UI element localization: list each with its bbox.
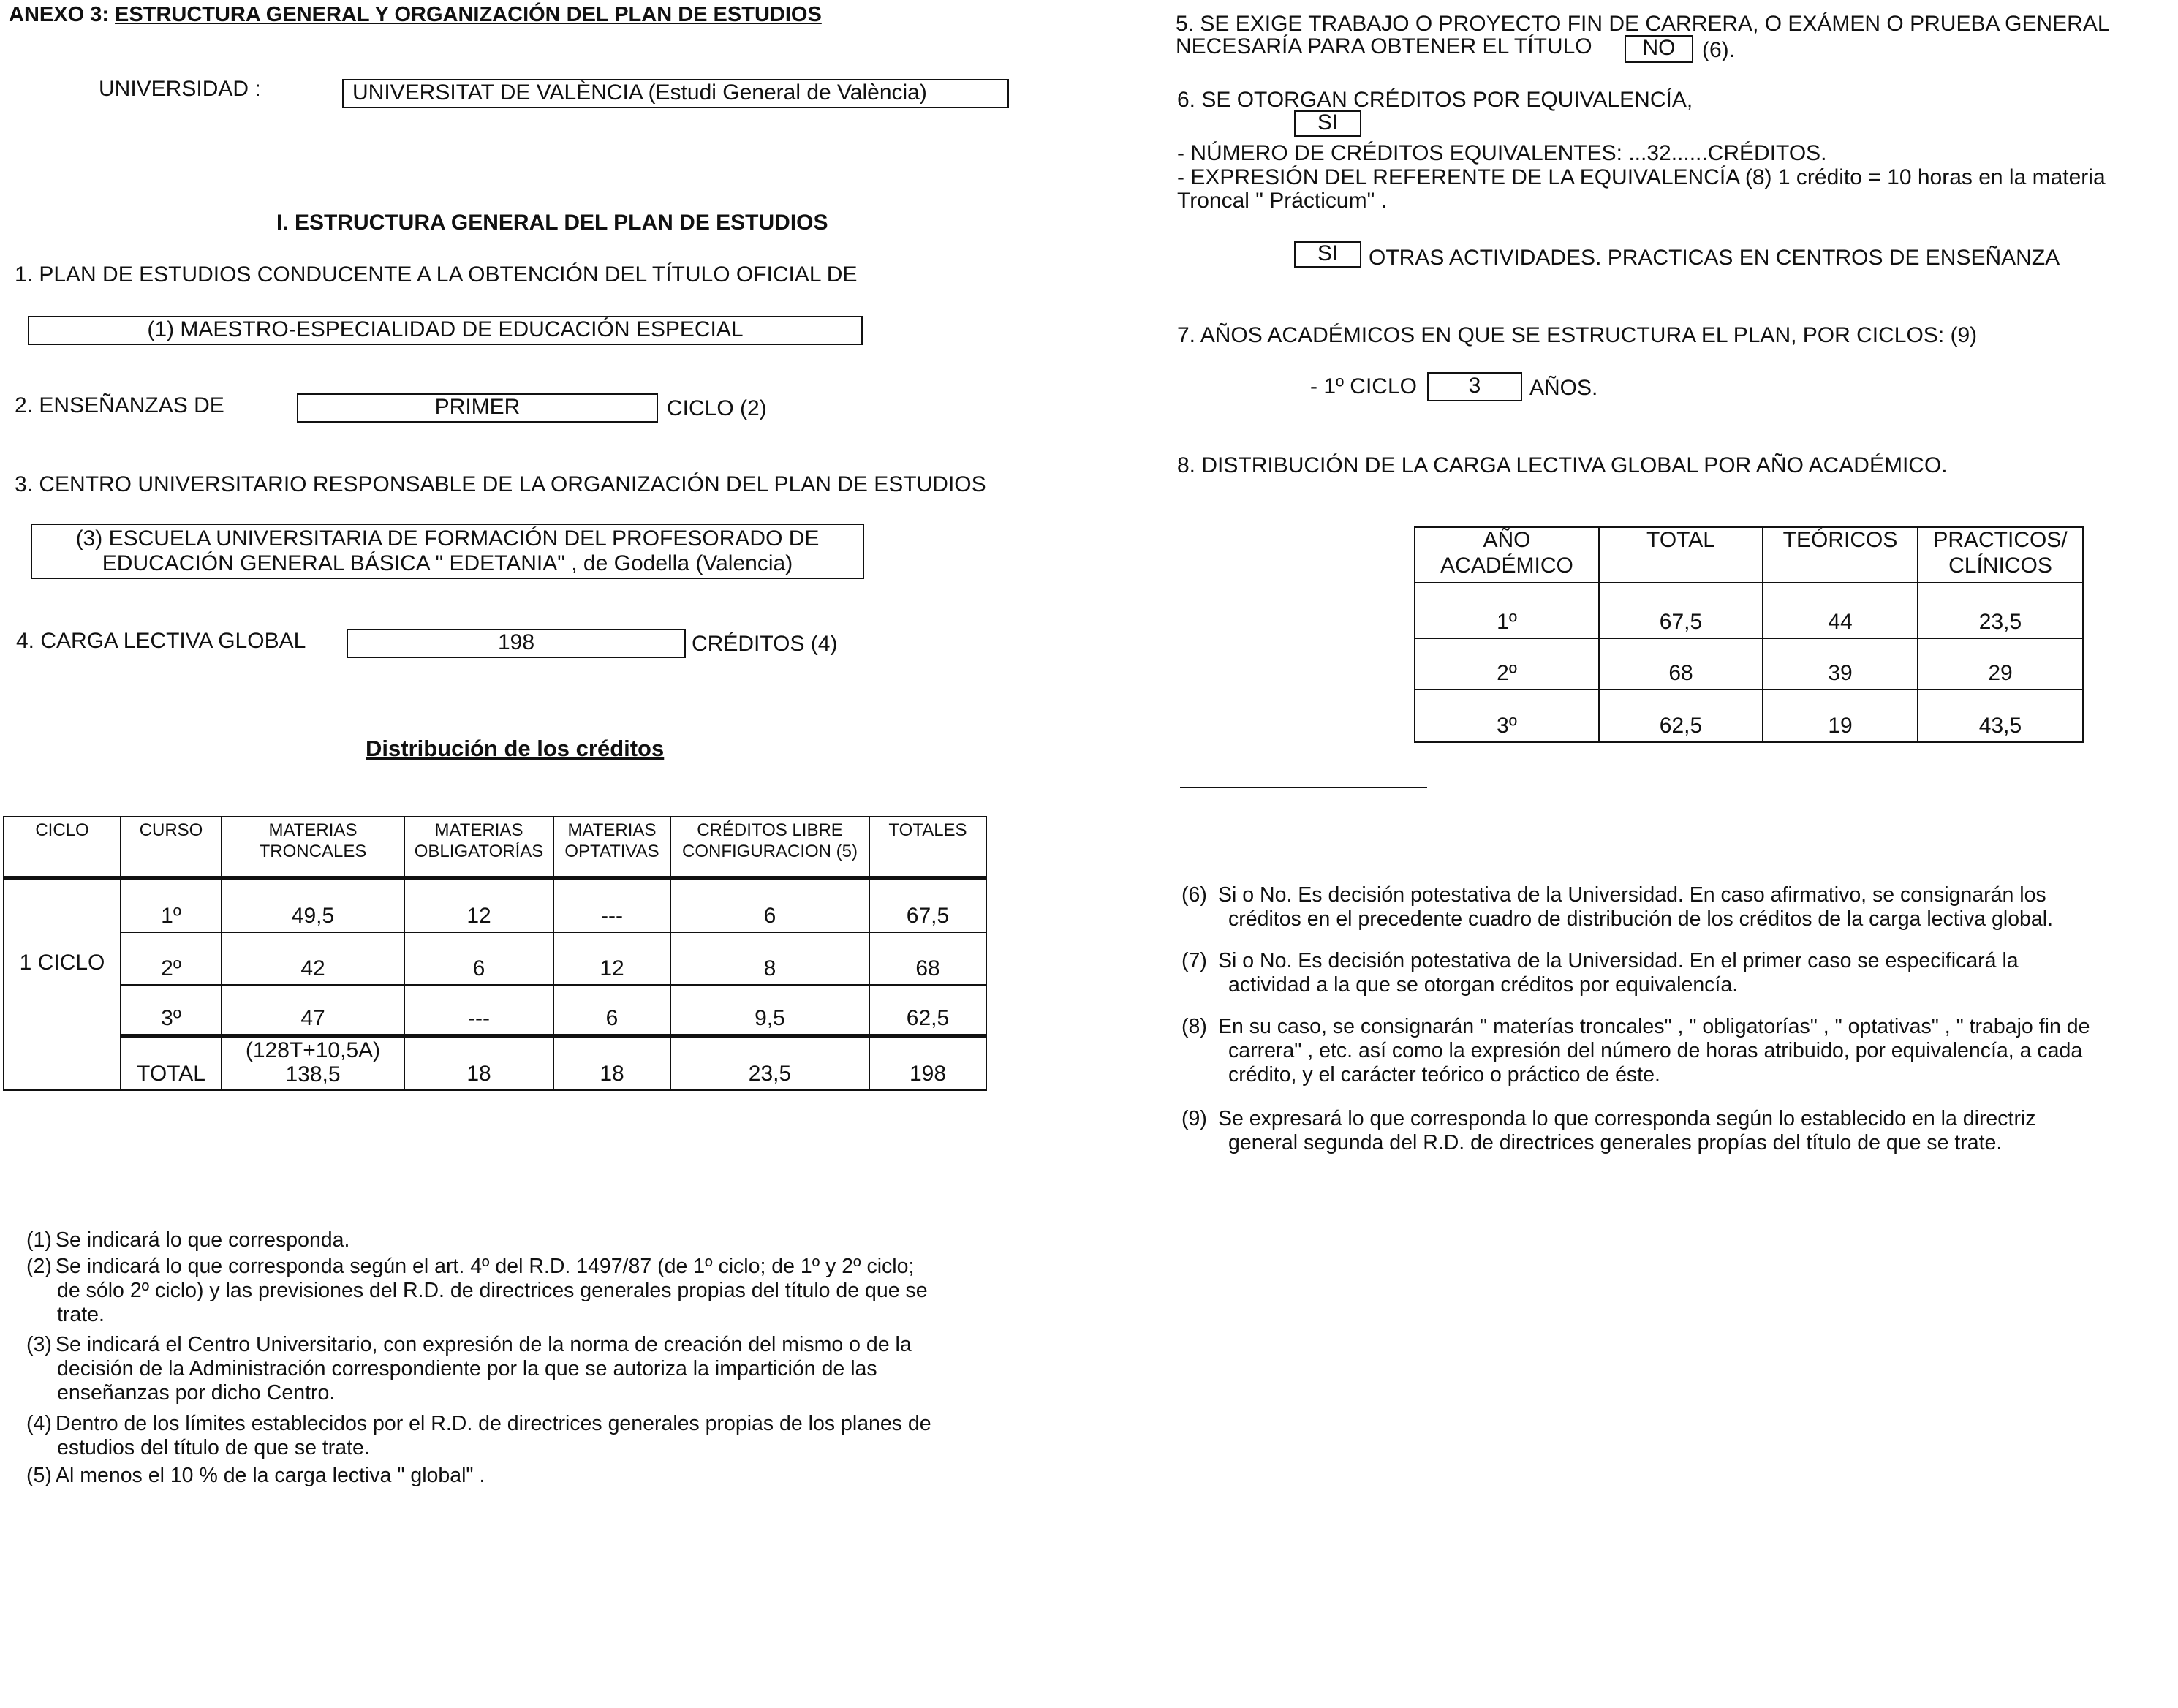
table-row: [1415, 638, 2083, 689]
footnote-3: (3) Se indicará el Centro Universitario, con expresión de la norma de creación del mismo o de la decisión de la Administración correspondiente por la que se autoriza la impartición de las enseñanzas por dicho Centro.: [26, 1333, 912, 1405]
col-ciclo: CICLO: [4, 817, 121, 878]
teoricos-cell: 19: [1763, 689, 1918, 742]
annex-title: ESTRUCTURA GENERAL Y ORGANIZACIÓN DEL PLAN DE ESTUDIOS: [115, 3, 822, 26]
teoricos-cell: 44: [1763, 583, 1918, 638]
item6-expresion: - EXPRESIÓN DEL REFERENTE DE LA EQUIVALENCÍA (8) 1 crédito = 10 horas en la materia: [1177, 165, 2106, 189]
table-total-row: [4, 1036, 986, 1090]
university-field: UNIVERSITAT DE VALÈNCIA (Estudi General de València): [342, 79, 1009, 108]
obligatorias-cell: 12: [404, 878, 553, 932]
item3-line2: EDUCACIÓN GENERAL BÁSICA " EDETANIA" , de Godella (Valencia): [102, 551, 793, 575]
distribution-title: Distribución de los créditos: [366, 736, 665, 761]
libre-cell: 9,5: [670, 985, 869, 1036]
footnote-8: (8) En su caso, se consignarán " materías troncales" , " obligatorías" , " optativas" , " trabajo fin de carrera" , etc. así como la expresión del número de horas atribuido, por equivalencía, a cada crédito, y el carácter teórico o práctico de éste.: [1181, 1015, 2090, 1087]
curso-cell: 2º: [121, 932, 222, 985]
item6-label: 6. SE OTORGAN CRÉDITOS POR EQUIVALENCÍA,: [1177, 88, 1693, 112]
optativas-cell: ---: [553, 878, 670, 932]
item3-label: 3. CENTRO UNIVERSITARIO RESPONSABLE DE LA ORGANIZACIÓN DEL PLAN DE ESTUDIOS: [15, 472, 986, 496]
obligatorias-cell: 6: [404, 932, 553, 985]
col-troncales: MATERIAS TRONCALES: [222, 817, 404, 878]
table-row: [1415, 583, 2083, 638]
university-label: UNIVERSIDAD :: [99, 77, 261, 101]
total-cell: 68: [1599, 638, 1763, 689]
total-libre-cell: 23,5: [670, 1036, 869, 1090]
annex-header: [9, 3, 822, 27]
curso-cell: 1º: [121, 878, 222, 932]
footnote-7: (7) Si o No. Es decisión potestativa de la Universidad. En el primer caso se especificará la actividad a la que se otorgan créditos por equivalencía.: [1181, 949, 2019, 997]
col-obligatorias: MATERIAS OBLIGATORÍAS: [404, 817, 553, 878]
troncales-cell: 42: [222, 932, 404, 985]
item6-troncal: Troncal " Prácticum" .: [1177, 189, 1387, 213]
item4-field: 198: [347, 629, 686, 658]
total-optativas-cell: 18: [553, 1036, 670, 1090]
item2-label: 2. ENSEÑANZAS DE: [15, 393, 224, 417]
item4-suffix: CRÉDITOS (4): [692, 632, 838, 656]
item1-label: 1. PLAN DE ESTUDIOS CONDUCENTE A LA OBTENCIÓN DEL TÍTULO OFICIAL DE: [15, 262, 858, 287]
libre-cell: 6: [670, 878, 869, 932]
totales-cell: 68: [869, 932, 986, 985]
curso-cell: 3º: [121, 985, 222, 1036]
item4-label: 4. CARGA LECTIVA GLOBAL: [16, 629, 306, 653]
col-libre: CRÉDITOS LIBRE CONFIGURACION (5): [670, 817, 869, 878]
teoricos-cell: 39: [1763, 638, 1918, 689]
item3-line1: (3) ESCUELA UNIVERSITARIA DE FORMACIÓN DEL PROFESORADO DE: [75, 526, 820, 551]
total-obligatorias-cell: 18: [404, 1036, 553, 1090]
totales-cell: 67,5: [869, 878, 986, 932]
item8-label: 8. DISTRIBUCIÓN DE LA CARGA LECTIVA GLOBAL POR AÑO ACADÉMICO.: [1177, 453, 1948, 477]
credit-distribution-table: [3, 816, 987, 1091]
footnote-5: (5) Al menos el 10 % de la carga lectiva " global" .: [26, 1464, 485, 1487]
total-totales-cell: 198: [869, 1036, 986, 1090]
item5-line2: NECESARÍA PARA OBTENER EL TÍTULO: [1176, 34, 1592, 58]
footnote-2: (2) Se indicará lo que corresponda según el art. 4º del R.D. 1497/87 (de 1º ciclo; de 1º y 2º ciclo; de sólo 2º ciclo) y las previsiones del R.D. de directrices generales propias del título de que se trate.: [26, 1255, 928, 1326]
col-teoricos: TEÓRICOS: [1763, 527, 1918, 583]
libre-cell: 8: [670, 932, 869, 985]
annual-load-table: [1414, 526, 2084, 743]
item5-suffix: (6).: [1702, 38, 1735, 62]
annex-label: ANEXO 3:: [9, 3, 109, 26]
footnote-1: (1) Se indicará lo que corresponda.: [26, 1228, 350, 1252]
troncales-cell: 49,5: [222, 878, 404, 932]
table-row: [4, 932, 986, 985]
section-title: I. ESTRUCTURA GENERAL DEL PLAN DE ESTUDIOS: [276, 211, 828, 235]
total-cell: 67,5: [1599, 583, 1763, 638]
total-troncales-note: (128T+10,5A): [245, 1038, 381, 1062]
year-cell: 2º: [1415, 638, 1599, 689]
item2-field: PRIMER: [297, 393, 658, 423]
year-cell: 1º: [1415, 583, 1599, 638]
table-row: [4, 985, 986, 1036]
col-totales: TOTALES: [869, 817, 986, 878]
total-cell: 62,5: [1599, 689, 1763, 742]
practicos-cell: 29: [1918, 638, 2083, 689]
table-row: [4, 878, 986, 932]
obligatorias-cell: ---: [404, 985, 553, 1036]
optativas-cell: 6: [553, 985, 670, 1036]
item1-field: (1) MAESTRO-ESPECIALIDAD DE EDUCACIÓN ESPECIAL: [28, 316, 863, 345]
troncales-cell: 47: [222, 985, 404, 1036]
item7-suffix: AÑOS.: [1529, 376, 1598, 400]
year-cell: 3º: [1415, 689, 1599, 742]
item6-otras-field: SI: [1294, 241, 1361, 268]
optativas-cell: 12: [553, 932, 670, 985]
item7-label: 7. AÑOS ACADÉMICOS EN QUE SE ESTRUCTURA EL PLAN, POR CICLOS: (9): [1177, 323, 1978, 347]
item7-field: 3: [1427, 372, 1522, 401]
footnote-divider: [1180, 787, 1427, 788]
item6-field: SI: [1294, 110, 1361, 137]
practicos-cell: 43,5: [1918, 689, 2083, 742]
table-row: [1415, 689, 2083, 742]
item5-line1: 5. SE EXIGE TRABAJO O PROYECTO FIN DE CARRERA, O EXÁMEN O PRUEBA GENERAL: [1176, 12, 2110, 36]
total-troncales-value: 138,5: [285, 1062, 341, 1087]
footnote-4: (4) Dentro de los límites establecidos por el R.D. de directrices generales propias de los planes de estudios del título de que se trate.: [26, 1412, 931, 1459]
item6-otras-label: OTRAS ACTIVIDADES. PRACTICAS EN CENTROS DE ENSEÑANZA: [1369, 246, 2060, 270]
footnote-9: (9) Se expresará lo que corresponda lo que corresponda según lo establecido en la directriz general segunda del R.D. de directrices generales propías del título de que se trate.: [1181, 1107, 2036, 1155]
item5-field: NO: [1625, 35, 1693, 63]
item7-ciclo-label: - 1º CICLO: [1310, 374, 1417, 398]
col-year: AÑO ACADÉMICO: [1415, 527, 1599, 583]
col-practicos: PRACTICOS/ CLÍNICOS: [1918, 527, 2083, 583]
item6-numero: - NÚMERO DE CRÉDITOS EQUIVALENTES: ...32......CRÉDITOS.: [1177, 141, 1827, 165]
ciclo-cell: 1 CICLO: [4, 878, 121, 1090]
item2-suffix: CICLO (2): [667, 396, 767, 420]
item3-field: [31, 524, 864, 579]
col-optativas: MATERIAS OPTATIVAS: [553, 817, 670, 878]
totales-cell: 62,5: [869, 985, 986, 1036]
footnote-6: (6) Si o No. Es decisión potestativa de la Universidad. En caso afirmativo, se consignarán los créditos en el precedente cuadro de distribución de los créditos de la carga lectiva global.: [1181, 883, 2054, 931]
col-total: TOTAL: [1599, 527, 1763, 583]
total-troncales-cell: [222, 1036, 404, 1090]
practicos-cell: 23,5: [1918, 583, 2083, 638]
col-curso: CURSO: [121, 817, 222, 878]
total-label-cell: TOTAL: [121, 1036, 222, 1090]
